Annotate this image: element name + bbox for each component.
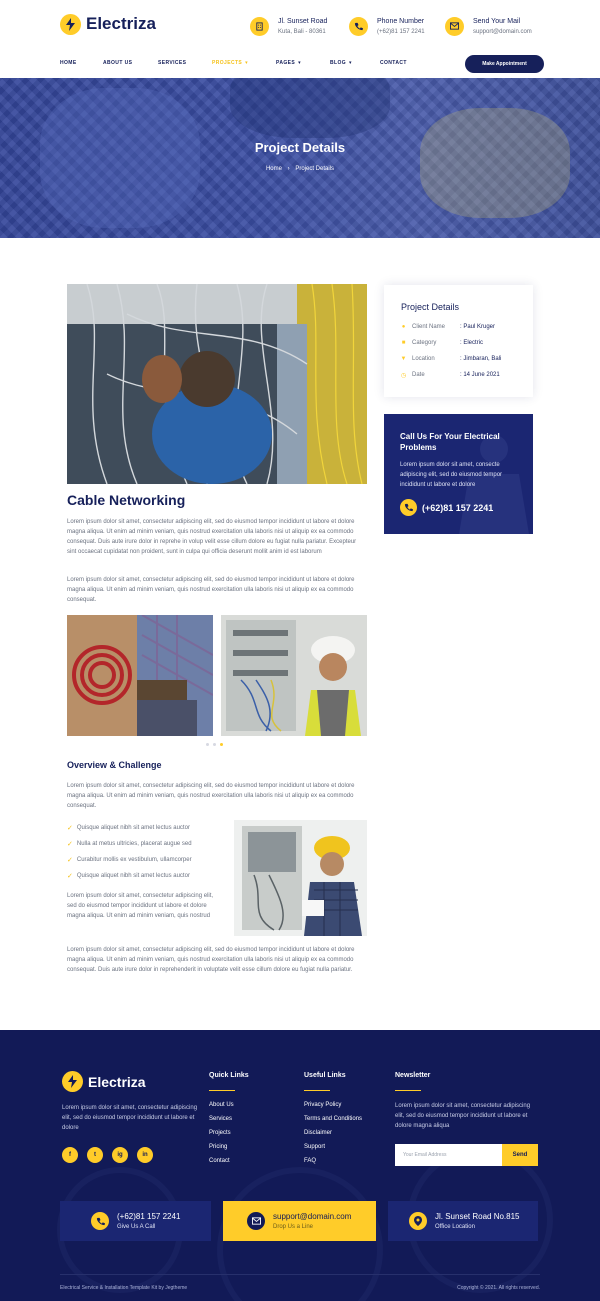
check-icon: ✓ [67, 873, 73, 880]
details-title: Project Details [401, 302, 460, 312]
detail-label: Date [412, 372, 425, 378]
detail-value: : Paul Kruger [460, 324, 496, 330]
contact-sub: (+62)81 157 2241 [377, 28, 425, 35]
header-mail[interactable] [445, 14, 532, 38]
nav-contact[interactable]: CONTACT [380, 60, 407, 66]
detail-row [400, 355, 502, 363]
footer-brand-name: Electriza [88, 1073, 146, 1090]
location-pin-icon [409, 1212, 427, 1230]
newsletter-email-input[interactable]: Your Email Address [395, 1144, 503, 1166]
detail-row [400, 339, 484, 347]
nav-services[interactable]: SERVICES [158, 60, 187, 66]
detail-row [400, 323, 496, 331]
box-line2: Give Us A Call [117, 1223, 156, 1230]
project-heading: Cable Networking [67, 492, 186, 508]
box-line2: Drop Us a Line [273, 1223, 314, 1230]
phone-icon [400, 499, 417, 516]
box-line1: (+62)81 157 2241 [117, 1211, 181, 1221]
contact-title: Phone Number [377, 17, 425, 25]
title-underline [395, 1090, 421, 1091]
nav-pages[interactable] [276, 60, 301, 66]
gallery-dot-active[interactable] [220, 743, 223, 746]
newsletter-text: Lorem ipsum dolor sit amet, consectetur adipiscing elit, sed do eiusmod tempor incididunt ut labore et dolore magna aliqua [395, 1103, 531, 1129]
footer-brand-logo[interactable] [62, 1071, 146, 1092]
overview-paragraph: Lorem ipsum dolor sit amet, consectetur adipiscing elit, sed do eiusmod tempor incididunt ut labore et dolore magna aliqua. Ut enim ad minim veniam, quis nostrud exercitation ulla laboris nisi ut aliquip ex ea commodo consequat. Duis aute irure dolor in reprehenderit in voluptate velit esse cillum dolore eu fugiat nulla pariatur. [67, 947, 355, 973]
quick-links-title: Quick Links [209, 1072, 249, 1079]
detail-value: : Electric [460, 340, 484, 346]
breadcrumb [0, 166, 600, 172]
detail-label: Client Name [412, 324, 446, 330]
page-hero [0, 78, 600, 238]
nav-label: PAGES [276, 60, 296, 66]
make-appointment-button[interactable]: Make Appointment [465, 55, 544, 73]
gallery-dot[interactable] [213, 743, 216, 746]
quick-link[interactable]: Contact [209, 1158, 230, 1164]
call-text: Lorem ipsum dolor sit amet, consecte adipiscing elit, sed do eiusmod tempor incididunt ut labore et dolore [400, 462, 503, 488]
quick-link[interactable]: Pricing [209, 1144, 228, 1150]
header-address [250, 14, 327, 38]
gallery-dot[interactable] [206, 743, 209, 746]
hero-photo-shape [40, 88, 200, 228]
hero-photo-shape [420, 108, 570, 218]
breadcrumb-home[interactable]: Home [265, 166, 282, 172]
contact-title: Jl. Sunset Road [278, 17, 328, 25]
twitter-icon[interactable]: t [87, 1147, 103, 1163]
overview-image [234, 820, 367, 936]
footer-mail-box[interactable] [223, 1201, 376, 1241]
nav-projects[interactable] [212, 60, 248, 66]
linkedin-icon[interactable]: in [137, 1147, 153, 1163]
box-line2: Office Location [435, 1223, 475, 1230]
useful-link[interactable]: FAQ [304, 1158, 317, 1164]
location-pin-icon: ▼ [400, 356, 407, 362]
page-title: Project Details [254, 140, 346, 155]
folder-icon: ■ [401, 340, 406, 346]
phone-icon [91, 1212, 109, 1230]
site-header [0, 0, 600, 78]
gallery-image-panel-worker[interactable] [221, 615, 367, 736]
lightning-icon [62, 1071, 83, 1092]
useful-link[interactable]: Terms and Conditions [304, 1116, 363, 1122]
useful-link[interactable]: Disclaimer [304, 1130, 333, 1136]
gallery-image-cable-worker[interactable] [67, 615, 213, 736]
hero-photo-shape [230, 78, 390, 138]
facebook-icon[interactable]: f [62, 1147, 78, 1163]
chevron-down-icon: ▾ [298, 60, 302, 66]
nav-home[interactable]: HOME [60, 60, 77, 66]
box-line1: Jl. Sunset Road No.815 [435, 1211, 520, 1221]
contact-sub: support@domain.com [473, 28, 532, 35]
nav-blog[interactable] [330, 60, 352, 66]
mail-icon [445, 17, 464, 36]
project-paragraph: Lorem ipsum dolor sit amet, consectetur adipiscing elit, sed do eiusmod tempor incididunt ut labore et dolore magna aliqua. Ut enim ad minim veniam, quis nostrud exercitation ulla laboris nisi ut aliquip ex ea commodo consequat. [67, 577, 355, 603]
useful-links-title: Useful Links [304, 1072, 346, 1079]
footer-description: Lorem ipsum dolor sit amet, consectetur adipiscing elit, sed do eiusmod tempor incididunt ut labore et dolore [62, 1105, 198, 1131]
detail-value: : 14 June 2021 [460, 372, 500, 378]
nav-about[interactable]: ABOUT US [103, 60, 133, 66]
check-icon: ✓ [67, 841, 73, 848]
project-details-card [384, 285, 533, 397]
detail-label: Category [412, 340, 437, 346]
brand-name: Electriza [86, 14, 156, 33]
header-phone[interactable] [349, 14, 425, 38]
quick-link[interactable]: Services [209, 1116, 233, 1122]
call-us-card [384, 414, 533, 534]
useful-link[interactable]: Privacy Policy [304, 1102, 342, 1108]
checklist-text: Curabitur mollis ex vestibulum, ullamcorper [76, 857, 192, 863]
nav-label: PROJECTS [212, 60, 243, 66]
brand-logo[interactable] [60, 12, 156, 36]
overview-paragraph: Lorem ipsum dolor sit amet, consectetur adipiscing elit, sed do eiusmod tempor incididunt ut labore et dolore magna aliqua. Ut enim ad minim veniam, quis nostrud exercitation ulla laboris nisi ut aliquip ex ea commodo consequat. [67, 783, 355, 809]
nav-label: BLOG [330, 60, 347, 66]
check-icon: ✓ [67, 825, 73, 832]
breadcrumb-current: Project Details [295, 166, 335, 172]
chevron-right-icon: › [287, 166, 290, 172]
instagram-icon[interactable]: ig [112, 1147, 128, 1163]
quick-link[interactable]: About Us [209, 1102, 234, 1108]
footer-credit: Electrical Service & Installation Template Kit by Jegtheme [60, 1285, 188, 1291]
contact-title: Send Your Mail [473, 17, 521, 25]
footer-copyright: Copyright © 2021. All rights reserved. [457, 1285, 540, 1291]
overview-paragraph: Lorem ipsum dolor sit amet, consectetur adipiscing elit, sed do eiusmod tempor incididunt ut labore et dolore magna aliqua. Ut enim ad minim veniam, quis nostrud [67, 893, 214, 919]
user-icon: ● [401, 324, 406, 330]
detail-label: Location [412, 356, 435, 362]
project-main-image [67, 284, 367, 484]
useful-link[interactable]: Support [304, 1144, 326, 1150]
call-phone-number: (+62)81 157 2241 [422, 502, 494, 513]
quick-link[interactable]: Projects [209, 1130, 231, 1136]
title-underline [304, 1090, 330, 1091]
contact-sub: Kuta, Bali - 80361 [278, 28, 326, 35]
site-footer [0, 1030, 600, 1301]
detail-value: : Jimbaran, Bali [460, 356, 502, 362]
checklist-item [67, 856, 192, 864]
gallery-pagination [206, 743, 223, 746]
box-line1: support@domain.com [273, 1211, 352, 1221]
overview-heading: Overview & Challenge [67, 760, 162, 770]
call-title: Call Us For Your Electrical Problems [400, 432, 500, 452]
building-icon [250, 17, 269, 36]
detail-row [400, 371, 500, 379]
chevron-down-icon: ▾ [349, 60, 352, 66]
checklist-text: Quisque aliquet nibh sit amet lectus auctor [76, 825, 190, 831]
footer-location-box[interactable] [388, 1201, 538, 1241]
chevron-down-icon: ▾ [245, 60, 249, 66]
clock-icon: ◷ [400, 372, 407, 379]
social-links [62, 1147, 153, 1163]
check-icon: ✓ [67, 857, 73, 864]
footer-divider [60, 1274, 540, 1275]
project-paragraph: Lorem ipsum dolor sit amet, consectetur adipiscing elit, sed do eiusmod tempor incididunt ut labore et dolore magna aliqua. Ut enim ad minim veniam, quis nostrud exercitation ulla laboris nisi ut aliquip ex ea commodo consequat. Duis aute irure dolor in reprehe in volup velit esse cillum dolore eu fugiat nulla pariatur. Excepteur sint occaecat cupidatat non proident, sunt in culpa qui officia deserunt mollit anim id est laborum [67, 519, 357, 555]
checklist-text: Nulla at metus ultricies, placerat augue sed [76, 841, 192, 847]
footer-call-box[interactable] [60, 1201, 211, 1241]
title-underline [209, 1090, 235, 1091]
call-phone-link[interactable] [400, 499, 493, 516]
checklist-text: Quisque aliquet nibh sit amet lectus auctor [76, 873, 190, 879]
mail-icon [247, 1212, 265, 1230]
checklist-item [67, 840, 192, 848]
checklist-item [67, 872, 190, 880]
phone-icon [349, 17, 368, 36]
lightning-icon [60, 14, 81, 35]
newsletter-send-button[interactable]: Send [502, 1144, 538, 1166]
newsletter-title: Newsletter [395, 1072, 431, 1079]
checklist-item [67, 824, 190, 832]
